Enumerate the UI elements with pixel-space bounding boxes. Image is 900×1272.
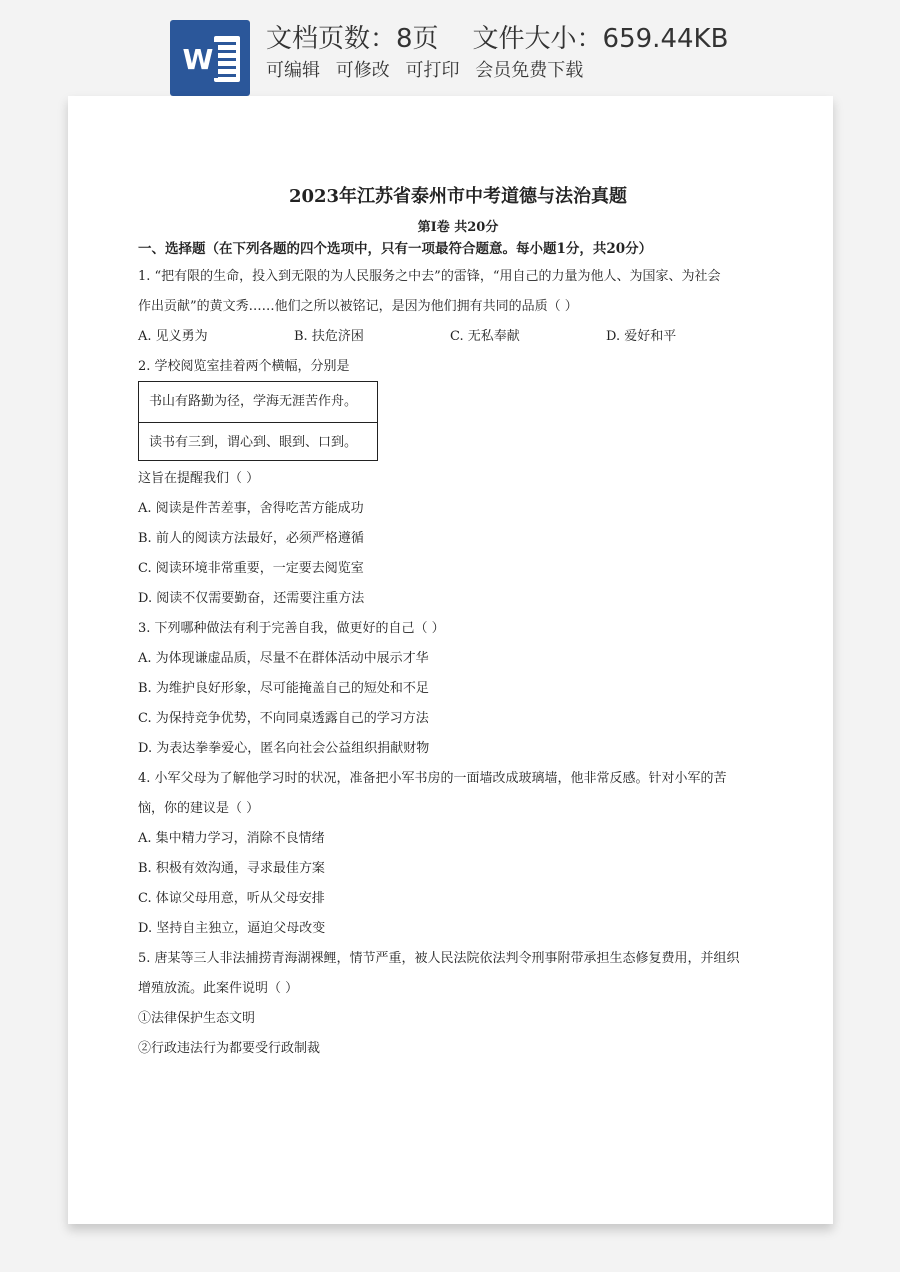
download-header [0,0,900,96]
q5-stem-line2: 增殖放流。此案件说明（ ） [138,981,299,996]
section-heading: 一、选择题（在下列各题的四个选项中，只有一项最符合题意。每小题1分，共20分） [138,241,653,257]
q1-option-b: B. 扶危济困 [294,329,364,344]
banner-2: 读书有三到，谓心到、眼到、口到。 [139,422,377,463]
q1-option-a: A. 见义勇为 [138,329,208,344]
q2-prompt: 这旨在提醒我们（ ） [138,471,260,486]
word-letter-icon: W [178,42,218,78]
q3-option-c: C. 为保持竞争优势，不向同桌透露自己的学习方法 [138,711,429,726]
q5-stem-line1: 5. 唐某等三人非法捕捞青海湖裸鲤，情节严重，被人民法院依法判令刑事附带承担生态修复费用，并组织 [138,951,740,966]
q3-stem: 3. 下列哪种做法有利于完善自我，做更好的自己（ ） [138,621,445,636]
feature-editable: 可编辑 [266,60,320,81]
q1-option-c: C. 无私奉献 [450,329,520,344]
q2-option-c: C. 阅读环境非常重要，一定要去阅览室 [138,561,364,576]
page-count: 文档页数：8页 [266,24,439,54]
banner-table [138,381,378,461]
feature-printable: 可打印 [405,60,460,81]
q4-stem-line2: 恼，你的建议是（ ） [138,801,260,816]
q1-stem-line1: 1. “把有限的生命，投入到无限的为人民服务之中去”的雷锋，“用自己的力量为他人、为国家、为社会 [138,269,721,284]
q1-stem-line2: 作出贡献”的黄文秀……他们之所以被铭记，是因为他们拥有共同的品质（ ） [138,299,578,314]
q2-option-b: B. 前人的阅读方法最好，必须严格遵循 [138,531,364,546]
file-info-line [266,18,728,55]
q5-item-2: ②行政违法行为都要受行政制裁 [138,1041,321,1056]
q1-option-d: D. 爱好和平 [606,329,677,344]
banner-1: 书山有路勤为径，学海无涯苦作舟。 [149,394,358,409]
word-document-icon [170,20,250,96]
volume-heading: 第Ⅰ卷 共20分 [417,220,499,235]
q3-option-d: D. 为表达拳拳爱心，匿名向社会公益组织捐献财物 [138,741,430,756]
exam-title: 2023年江苏省泰州市中考道德与法治真题 [288,186,628,207]
q4-stem-line1: 4. 小军父母为了解他学习时的状况，准备把小军书房的一面墙改成玻璃墙，他非常反感。针对小军的苦 [138,771,727,786]
q2-option-a: A. 阅读是件苦差事，舍得吃苦方能成功 [138,501,364,516]
q4-option-c: C. 体谅父母用意，听从父母安排 [138,891,325,906]
file-size: 文件大小：659.44KB [472,24,729,54]
feature-modifiable: 可修改 [335,60,390,81]
q3-option-a: A. 为体现谦虚品质，尽量不在群体活动中展示才华 [138,651,429,666]
feature-member-download: 会员免费下载 [475,60,584,81]
q2-stem: 2. 学校阅览室挂着两个横幅，分别是 [138,359,350,374]
q3-option-b: B. 为维护良好形象，尽可能掩盖自己的短处和不足 [138,681,429,696]
q5-item-1: ①法律保护生态文明 [138,1011,256,1026]
q2-option-d: D. 阅读不仅需要勤奋，还需要注重方法 [138,591,365,606]
feature-list [266,56,593,82]
q4-option-d: D. 坚持自主独立，逼迫父母改变 [138,921,326,936]
q4-option-a: A. 集中精力学习，消除不良情绪 [138,831,325,846]
document-page [68,96,833,1224]
q4-option-b: B. 积极有效沟通，寻求最佳方案 [138,861,325,876]
